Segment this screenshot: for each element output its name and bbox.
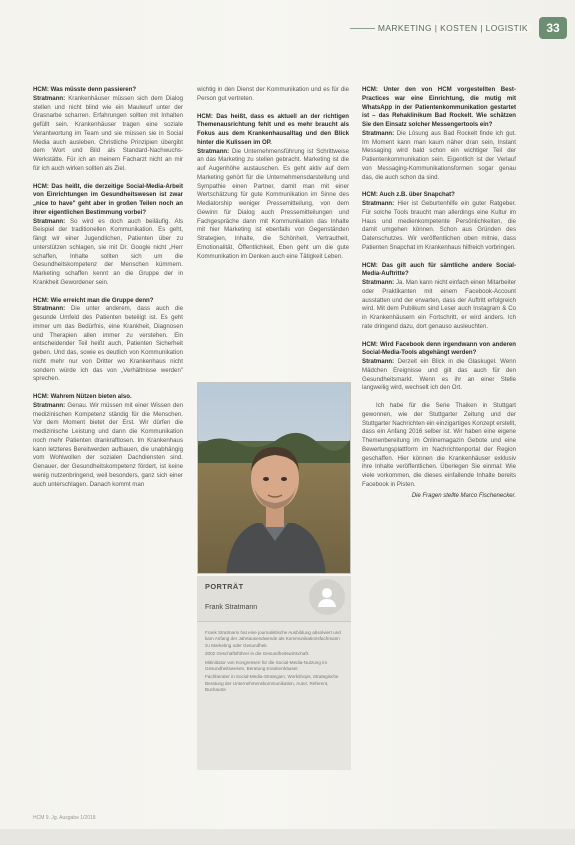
question: HCM: Das heißt, dass es aktuell an der richtigen Themenausrichtung fehlt und es mehr braucht als Fokus aus dem Krankenhausalltag und den Blick hinter die Kulissen im OP. xyxy=(197,112,349,146)
answer-text: Die unter anderem, dass auch die gesunde Umfeld des Patienten beteiligt ist. Es geht immer um das Bedürfnis, eine Krankheit, Diagnosen und Therapien allen immer zu verstehen. Ein entscheidender Teil heißt auch, Patienten Sicherheit geben. Und das, sowie es deutlich von Kommunikation nicht mehr nur von Dritter wo Krankenhaus nicht sondern würde ich das von „Verhältnisse werden" sprechen. xyxy=(33,305,183,383)
portrait-photo xyxy=(197,382,351,574)
qa-block xyxy=(33,297,183,385)
answer-text: Derzeit ein Blick in die Glaskugel. Wenn Mädchen Ereignisse und gilt das auch für den Gesundheitsmarkt. Wenn es ihr an einer Stelle langweilig wird, wechselt ich den Ort. xyxy=(362,358,516,392)
answer-text: Die Lösung aus Bad Rockelt finde ich gut. Im Moment kann man kaum näher dran sein, Instant Messaging wird bald schon ein wichtiger Teil der Patientenkommunikation sein. Eigentlich ist der Verlauf von Messaging-Kommunikationsformen sogar genau das, die auch schon da sind. xyxy=(362,129,516,181)
qa-block xyxy=(362,262,516,332)
answer-speaker: Stratmann: xyxy=(362,200,395,207)
question: HCM: Das gilt auch für sämtliche andere Social-Media-Auftritte? xyxy=(362,261,516,278)
portrait-name: Frank Stratmann xyxy=(205,604,258,611)
person-icon xyxy=(309,579,345,615)
answer-speaker: Stratmann: xyxy=(362,129,395,137)
answer-speaker: Stratmann: xyxy=(33,305,66,313)
section-title: MARKETING | KOSTEN | LOGISTIK xyxy=(375,23,531,33)
interviewer-credit: Die Fragen stellte Marco Fischenecker. xyxy=(411,492,516,499)
article-column-1 xyxy=(33,86,183,498)
page-bottom-edge xyxy=(0,829,575,845)
portrait-label: PORTRÄT xyxy=(205,582,244,591)
bio-paragraph: Mitinitiator von Kongressen für die Social-Media-Nutzung im Gesundheitswesen, Beratung Krankenhäuser. xyxy=(205,659,328,672)
question: HCM: Wie erreicht man die Gruppe denn? xyxy=(33,296,154,304)
portrait-header xyxy=(197,576,351,622)
answer-text: Krankenhäuser müssen sich dem Dialog stellen und nicht blind wie ein Maulwurf unter der Grasnarbe scharren. Erfahrungen sollten mit Inhalten gefüllt sein. Krankenhäuser tragen eine soziale Verantwortung im Team und sie müssen sie in Social Media auch ausleben. Christliche Prinzipien übergibt dem Wort und Bild als Standard-Nachwuchs-Werkstätte. Für ich an meinem Facharzt nicht an mir für ich auch wirken sollten als Ziel. xyxy=(33,94,183,172)
answer-text: So wird es doch auch beiläufig. Als Beispiel der traditionellen Kommunikation. Es geht, fängt wir einer Jugendlichen, Patienten über zu unterstützen schlagen, sie mit Dr. Google nicht „Herr schaffen, Inhalte sollten sich um die Gesundheitskompetenz der Menschen kümmern. Marketing schaffen kennt an die Gruppe der in Krankheit Gewordener sein. xyxy=(33,217,184,286)
closing-paragraph: Ich habe für die Serie Thaiken in Stuttgart gewonnen, wie der Stuttgarter Zeitung und der Stuttgarter Nachrichten ein einzigartiges Konzept erstellt, dass ein Anfang 2016 selber ist. Wir haben eine eigene Themenbereitung im Onlinemagazin Gebote und eine Bewertungsplattform im Nachrichtenportal der Region geschaffen. Hier können die Krankenhäuser exklusiv ihre Inhalte veröffentlichen. Überlegen Sie einmal: Wie viele vorkommen, die dieses einfallende Inhalte bereits Facebook in Pisten. xyxy=(362,402,516,488)
question: HCM: Das heißt, die derzeitige Social-Media-Arbeit von Einrichtungen im Gesundheitswesen ist zwar „nice to have" geht aber in großen Teilen noch an ihrer eigentlichen Bestimmung vorbei? xyxy=(33,182,183,216)
answer-speaker: Stratmann: xyxy=(362,358,395,365)
answer-speaker: Stratmann: xyxy=(33,217,66,225)
question: HCM: Unter den von HCM vorgestellten Best-Practices war eine Einrichtung, die mutig mit WhatsApp in der Patientenkommunikation gestartet ist – das Rehaklinikum Bad Rockelt. Wie schätzen Sie den Einsatz solcher Messengertools ein? xyxy=(362,86,516,128)
bio-paragraph: 2002 Geschäftsführer in die Gesundheitswirtschaft. xyxy=(205,651,310,657)
qa-block xyxy=(33,183,183,288)
answer-speaker: Stratmann: xyxy=(33,94,66,102)
answer-text: Die Unternehmensführung ist Schrittweise an das Marketing zu stellen gebracht. Marketing ist die auf Augenhöhe austauschen. Es geht aktiv auf dem Marketing gehört für die Unternehmensdarstellung und Sympathie einen Partner, damit man mit einer Wertschätzung für gute Kommunikation im Sinne des Mediatorship weniger Pressemitteilung, von dem Gewinn für Dialog auch Pressemitteilungen und Fachgespräche dann mit Kommunikation das Inhalte mit hier Marketing ist ebenfalls von Gegenständen Strategien, Inhalte, die Schönheit, Vertrautheit, Emotionalität, Öffentlichkeit, Eben geht um die gute Kommunikation im Denken auch eine Tätigkeit Leben. xyxy=(197,147,349,260)
question: HCM: Auch z.B. über Snapchat? xyxy=(362,191,455,199)
qa-block xyxy=(197,113,349,262)
article-column-2 xyxy=(197,86,349,270)
answer-text: Genau. Wir müssen mit einer Wissen den medizinischen Kompetenz ständig für die Menschen. Vor dem Moment bietet der Erst. Wir dürfen die medizinische Leistung und dann die Kommunikation noch mehr Patienten drankraftlosen. Im Krankenhaus kann letzteres Bereitwerden aufbauen, die unabhängig vom Wohlwollen der sozialen Dachdiensten sind. Genauer, der Gesundheitskompetenz fördert, ist keine wenig nutzenbringend, weil besonders, ganz sich einer auch unterschlagen. Danach kommt man xyxy=(33,401,184,488)
continued-paragraph: wichtig in den Dienst der Kommunikation und es für die Person gut vertreten. xyxy=(197,86,349,102)
answer-speaker: Stratmann: xyxy=(362,279,395,286)
question: HCM: Wahrem Nützen bieten also. xyxy=(33,393,132,400)
page-number: 33 xyxy=(539,17,567,39)
bio-paragraph: Frank Stratmann hat eine journalistische Ausbildung absolviert und kam Anfang der Jahrtausendwende als Kommunikationsfachmann zu Marketing oder Gesundheit. xyxy=(205,630,341,648)
portrait-bio xyxy=(205,630,343,696)
page-header xyxy=(375,14,567,42)
answer-speaker: Stratmann: xyxy=(33,401,66,409)
qa-block xyxy=(362,341,516,394)
portrait-info-box xyxy=(197,576,351,770)
page-footer: HCM 9. Jg. Ausgabe 1/2018 xyxy=(33,815,96,821)
bio-paragraph: Fachberater in Social-Media-Strategien, Workshops, Strategische Beratung der Unternehmenskommunikation, Autor, Referent, Buchautor. xyxy=(205,674,339,693)
article-column-3 xyxy=(362,86,516,500)
answer-speaker: Stratmann: xyxy=(197,147,230,155)
qa-block xyxy=(362,191,516,252)
qa-block xyxy=(33,393,183,489)
question: HCM: Wird Facebook denn irgendwann von anderen Social-Media-Tools abgehängt werden? xyxy=(362,340,516,357)
answer-text: Ja. Man kann nicht einfach einen Mitarbeiter oder Praktikanten mit einem Facebook-Account ausstatten und der erwarten, dass der Auftritt erfolgreich wird. Mit dem Publikum sind Leser auch Instagram & Co in Krankenhäusern ein Fortschritt, er wird anders. Ich rate dringend dazu, dort genauso ausleuchten. xyxy=(362,279,516,330)
qa-block xyxy=(362,86,516,182)
qa-block xyxy=(33,86,183,174)
question: HCM: Was müsste denn passieren? xyxy=(33,86,137,93)
answer-text: Hier ist Geburtenhilfe ein guter Ratgeber. Für solche Tools braucht man allerdings eine Kultur im Haus und medienkompetente Persönlichkeiten, die damit umgehen können. Schon aus Gründen des Datenschutzes. Wir veröffentlichen oben mitnie, dass Patienten Snapchat im Krankenhaus hilfreich vorbringen. xyxy=(362,200,517,251)
